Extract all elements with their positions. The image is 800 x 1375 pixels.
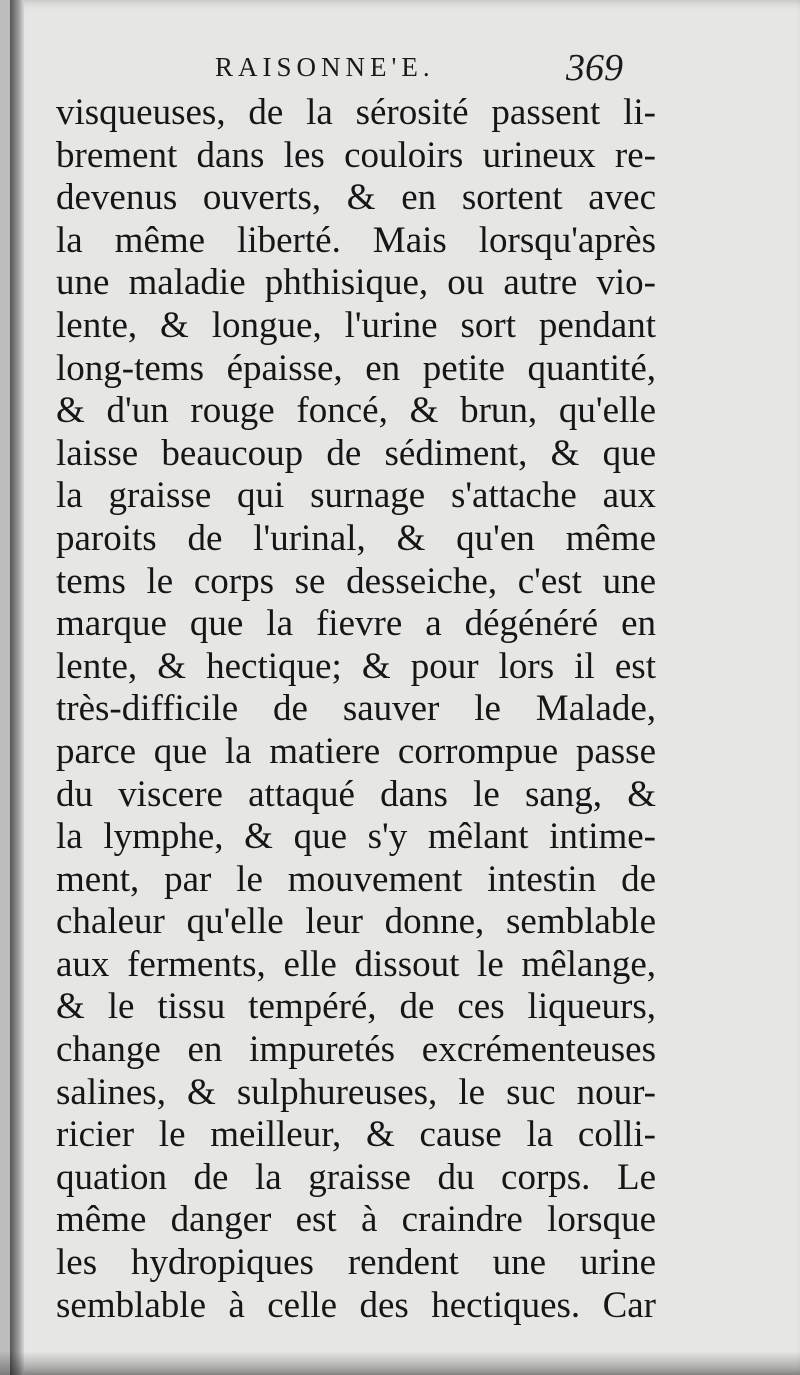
text-line: semblable à celle des hectiques. Car	[56, 1284, 656, 1326]
text-line: laisse beaucoup de sédiment, & que	[56, 432, 656, 474]
page-number: 369	[566, 47, 623, 89]
text-line: marque que la fievre a dégénéré en	[56, 603, 656, 645]
text-line: la lymphe, & que s'y mêlant intime-	[56, 816, 656, 858]
text-line: la graisse qui surnage s'attache aux	[56, 475, 656, 517]
text-line: brement dans les couloirs urineux re-	[56, 134, 656, 176]
text-line: change en impuretés excrémenteuses	[56, 1029, 656, 1071]
text-line: tems le corps se desseiche, c'est une	[56, 560, 656, 602]
text-line: ment, par le mouvement intestin de	[56, 858, 656, 900]
text-line: une maladie phthisique, ou autre vio-	[56, 262, 656, 304]
text-line: & le tissu tempéré, de ces liqueurs,	[56, 986, 656, 1028]
page-bottom-shadow	[0, 1351, 800, 1375]
text-line: parce que la matiere corrompue passe	[56, 730, 656, 772]
text-line: lente, & hectique; & pour lors il est	[56, 645, 656, 687]
text-line: lente, & longue, l'urine sort pendant	[56, 304, 656, 346]
text-line: du viscere attaqué dans le sang, &	[56, 773, 656, 815]
text-line: les hydropiques rendent une urine	[56, 1242, 656, 1284]
text-line: & d'un rouge foncé, & brun, qu'elle	[56, 390, 656, 432]
text-line: la même liberté. Mais lorsqu'après	[56, 219, 656, 261]
text-line: ricier le meilleur, & cause la colli-	[56, 1114, 656, 1156]
text-line: quation de la graisse du corps. Le	[56, 1156, 656, 1198]
page-gutter-shadow	[10, 0, 24, 1375]
text-line: aux ferments, elle dissout le mêlange,	[56, 943, 656, 985]
running-title: RAISONNE'E.	[215, 52, 435, 82]
text-line: paroits de l'urinal, & qu'en même	[56, 517, 656, 559]
text-line: long-tems épaisse, en petite quantité,	[56, 347, 656, 389]
text-line: salines, & sulphureuses, le suc nour-	[56, 1071, 656, 1113]
text-line: même danger est à craindre lorsque	[56, 1199, 656, 1241]
text-line: très-difficile de sauver le Malade,	[56, 688, 656, 730]
text-line: devenus ouverts, & en sortent avec	[56, 177, 656, 219]
body-text	[56, 92, 656, 1327]
text-line: visqueuses, de la sérosité passent li-	[56, 92, 656, 133]
text-line: chaleur qu'elle leur donne, semblable	[56, 901, 656, 943]
